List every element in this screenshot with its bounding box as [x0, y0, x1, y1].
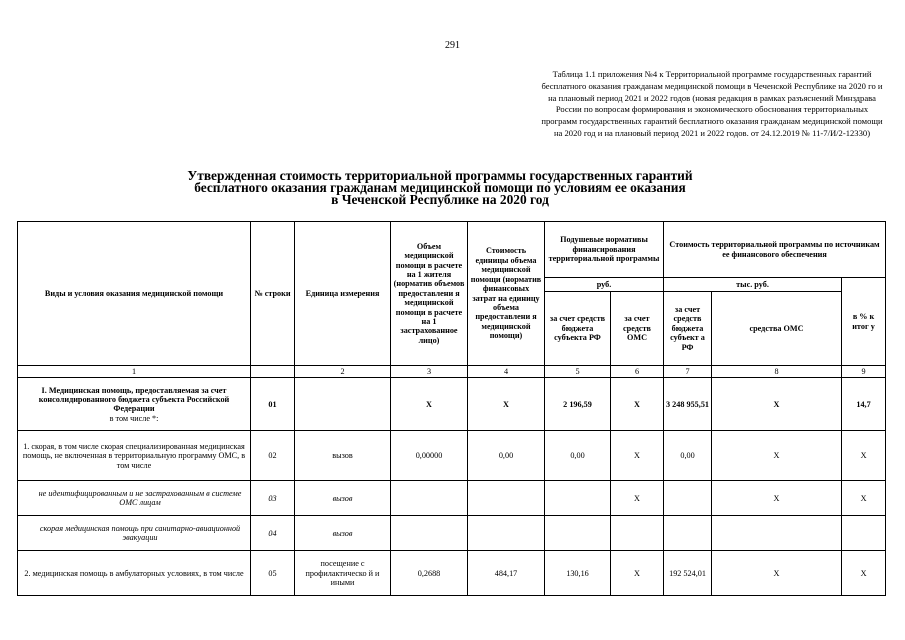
header-types: Виды и условия оказания медицинской помощи	[18, 222, 251, 366]
row-percent: Х	[842, 431, 886, 481]
row-oms-thous: Х	[712, 551, 842, 596]
header-oms-thous: средства ОМС	[712, 292, 842, 366]
row-oms-rub: Х	[611, 378, 664, 431]
row-budget-rub	[545, 516, 611, 551]
row-volume	[391, 481, 468, 516]
row-unit: вызов	[295, 516, 391, 551]
row-cost	[468, 516, 545, 551]
header-program-cost: Стоимость территориальной программы по источникам ее финансового обеспечения	[664, 222, 886, 278]
index-cell: 9	[842, 366, 886, 378]
header-line-number: № строки	[251, 222, 295, 366]
header-unit: Единица измерения	[295, 222, 391, 366]
row-oms-thous: Х	[712, 378, 842, 431]
row-cost: 0,00	[468, 431, 545, 481]
cost-table	[17, 221, 886, 596]
index-cell: 4	[468, 366, 545, 378]
row-budget-rub: 0,00	[545, 431, 611, 481]
row-volume	[391, 516, 468, 551]
header-thous-rub: тыс. руб.	[664, 278, 842, 292]
document-title	[120, 170, 760, 206]
row-percent	[842, 516, 886, 551]
header-row-1	[18, 222, 886, 278]
row-percent: 14,7	[842, 378, 886, 431]
row-name: не идентифицированным и не застрахованным в системе ОМС лицам	[18, 481, 251, 516]
row-unit: посещение с профилактическо й и иными	[295, 551, 391, 596]
row-budget-thous	[664, 516, 712, 551]
index-cell	[251, 366, 295, 378]
row-budget-thous: 192 524,01	[664, 551, 712, 596]
row-cost: Х	[468, 378, 545, 431]
index-cell: 1	[18, 366, 251, 378]
table-row	[18, 481, 886, 516]
header-volume: Объем медицинской помощи в расчете на 1 жителя (норматив объемов предоставлени я медицинской помощи в расчете на 1 застрахованное лицо)	[391, 222, 468, 366]
index-cell: 8	[712, 366, 842, 378]
row-name-suffix: в том числе *:	[109, 413, 159, 423]
row-unit	[295, 378, 391, 431]
row-budget-thous	[664, 481, 712, 516]
header-unit-cost: Стоимость единицы объема медицинской помощи (норматив финансовых затрат на единицу объема предоставлени я медицинской помощи)	[468, 222, 545, 366]
row-unit: вызов	[295, 431, 391, 481]
header-rub: руб.	[545, 278, 664, 292]
index-cell: 6	[611, 366, 664, 378]
row-budget-thous: 0,00	[664, 431, 712, 481]
row-oms-thous	[712, 516, 842, 551]
title-line-1: Утвержденная стоимость территориальной программы государственных гарантий	[187, 168, 693, 183]
row-name-bold: I. Медицинская помощь, предоставляемая за счет консолидированного бюджета субъекта Российской Федерации	[38, 385, 230, 414]
row-line: 04	[251, 516, 295, 551]
row-percent: Х	[842, 551, 886, 596]
table-row	[18, 431, 886, 481]
index-cell: 2	[295, 366, 391, 378]
column-index-row	[18, 366, 886, 378]
row-line: 02	[251, 431, 295, 481]
index-cell: 3	[391, 366, 468, 378]
page-number: 291	[445, 40, 460, 51]
row-volume: 0,2688	[391, 551, 468, 596]
row-percent: Х	[842, 481, 886, 516]
row-cost: 484,17	[468, 551, 545, 596]
table-caption-note: Таблица 1.1 приложения №4 к Территориальной программе государственных гарантий бесплатного оказания гражданам медицинской помощи в Чеченской Республике на 2020 го и на плановый период 2021 и 2022 годов (новая редакция в рамках разъяснений Минздрава России по вопросам формирования и экономического обоснования территориальных программ государственных гарантий бесплатного оказания гражданам медицинской помощи на 2020 год и на плановый период 2021 и 2022 годов. от 24.12.2019 № 11-7/И/2-12330)	[541, 69, 883, 138]
row-name	[18, 378, 251, 431]
index-cell: 7	[664, 366, 712, 378]
row-cost	[468, 481, 545, 516]
row-name: скорая медицинская помощь при санитарно-авиационной эвакуации	[18, 516, 251, 551]
row-unit: вызов	[295, 481, 391, 516]
header-budget-rub: за счет средств бюджета субъекта РФ	[545, 292, 611, 366]
table-row	[18, 378, 886, 431]
row-budget-rub: 2 196,59	[545, 378, 611, 431]
row-line: 05	[251, 551, 295, 596]
header-oms-rub: за счет средств ОМС	[611, 292, 664, 366]
index-cell: 5	[545, 366, 611, 378]
row-volume: Х	[391, 378, 468, 431]
row-line: 01	[251, 378, 295, 431]
row-budget-rub: 130,16	[545, 551, 611, 596]
table-row	[18, 551, 886, 596]
row-oms-rub: Х	[611, 481, 664, 516]
row-line: 03	[251, 481, 295, 516]
row-budget-rub	[545, 481, 611, 516]
title-line-2: бесплатного оказания гражданам медицинской помощи по условиям ее оказания	[194, 180, 686, 195]
row-name: 1. скорая, в том числе скорая специализированная медицинская помощь, не включенная в территориальную программу ОМС, в том числе	[18, 431, 251, 481]
row-oms-rub	[611, 516, 664, 551]
row-oms-rub: Х	[611, 431, 664, 481]
row-oms-thous: Х	[712, 431, 842, 481]
row-name: 2. медицинская помощь в амбулаторных условиях, в том числе	[18, 551, 251, 596]
header-per-capita: Подушевые нормативы финансирования территориальной программы	[545, 222, 664, 278]
title-line-3: в Чеченской Республике на 2020 год	[331, 192, 549, 207]
row-oms-thous: Х	[712, 481, 842, 516]
table-row	[18, 516, 886, 551]
row-budget-thous: 3 248 955,51	[664, 378, 712, 431]
header-percent: в % к итог у	[842, 278, 886, 366]
row-oms-rub: Х	[611, 551, 664, 596]
header-budget-thous: за счет средств бюджета субъект а РФ	[664, 292, 712, 366]
row-volume: 0,00000	[391, 431, 468, 481]
